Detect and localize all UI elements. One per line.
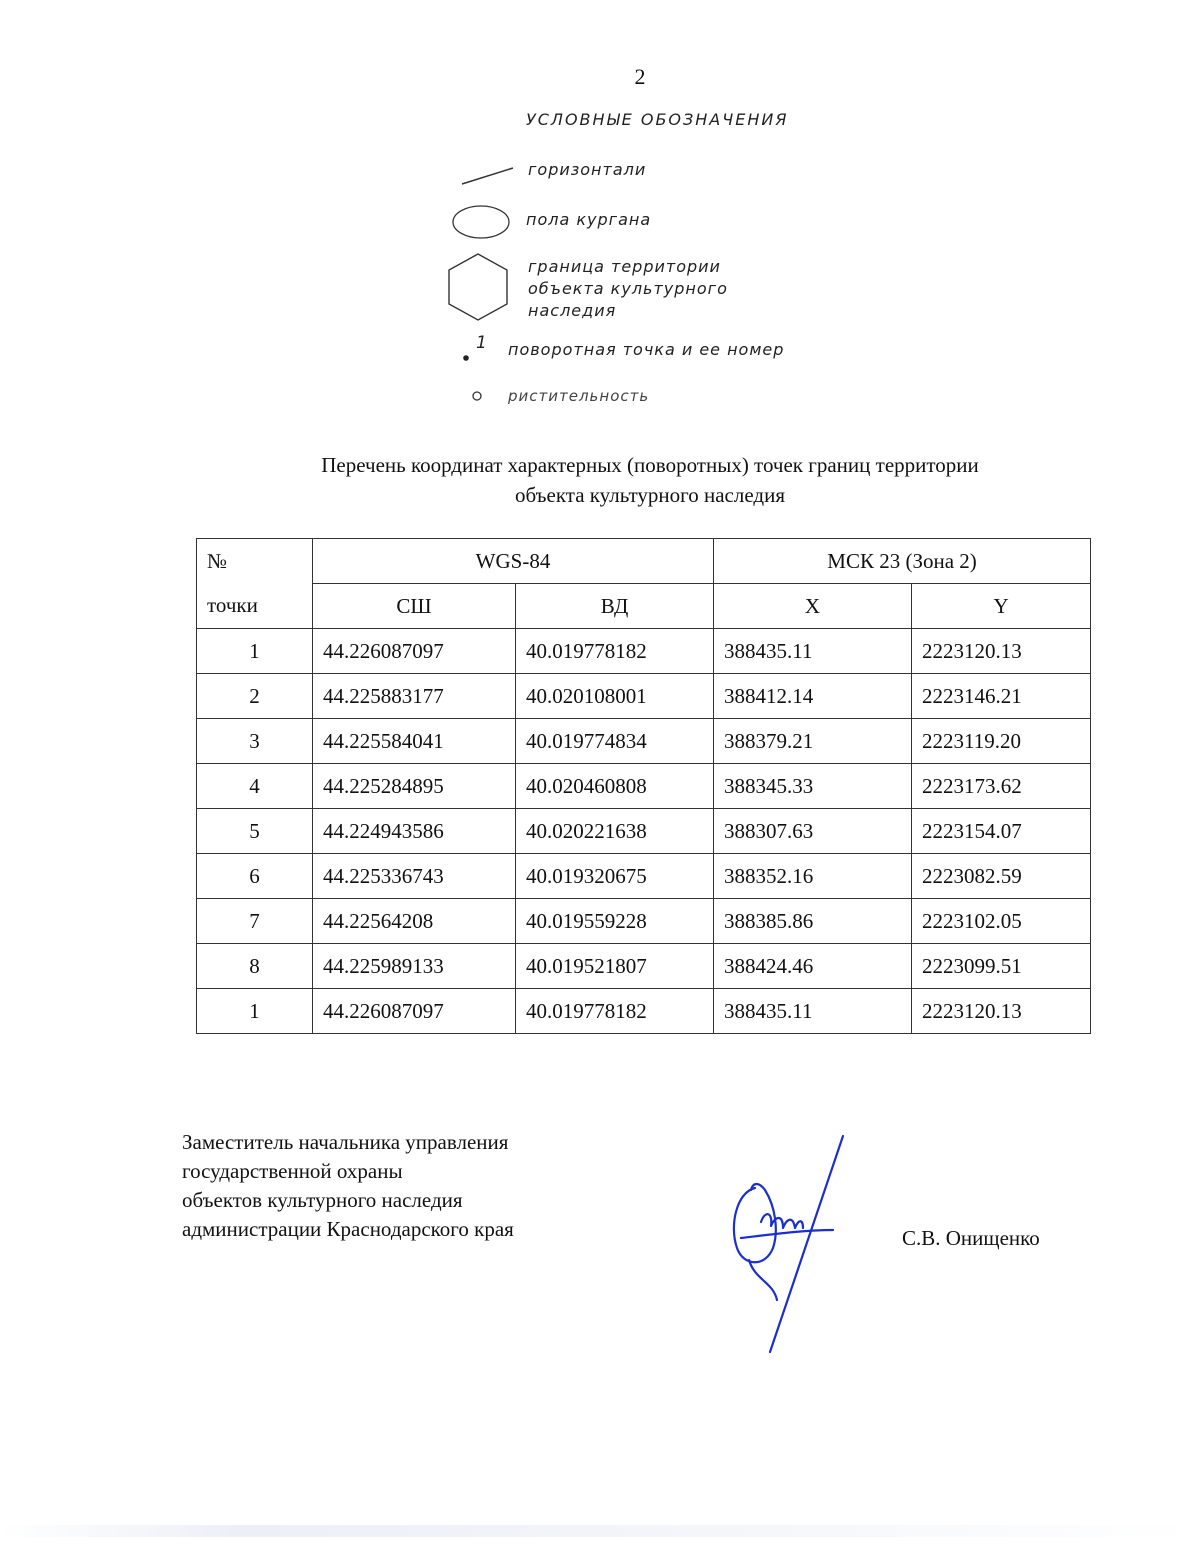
cell-longitude: 40.019778182: [516, 989, 714, 1034]
legend-label-boundary: [528, 256, 728, 322]
hexagon-icon: [443, 250, 513, 326]
cell-point-number: 2: [197, 674, 313, 719]
cell-point-number: 3: [197, 719, 313, 764]
cell-x: 388412.14: [714, 674, 912, 719]
table-row: [197, 629, 1091, 674]
signatory-position-line-3: объектов культурного наследия: [182, 1188, 463, 1212]
cell-latitude: 44.226087097: [313, 629, 516, 674]
scan-artifact: [0, 1525, 1200, 1537]
table-row: [197, 764, 1091, 809]
legend-label-mound: пола кургана: [526, 210, 652, 229]
header-y: Y: [912, 584, 1091, 629]
header-number-line-1: №: [197, 539, 313, 584]
cell-latitude: 44.225584041: [313, 719, 516, 764]
signatory-position-line-4: администрации Краснодарского края: [182, 1217, 514, 1241]
table-row: [197, 719, 1091, 764]
cell-longitude: 40.019774834: [516, 719, 714, 764]
legend-point-number: 1: [476, 333, 488, 353]
cell-x: 388435.11: [714, 989, 912, 1034]
cell-latitude: 44.22564208: [313, 899, 516, 944]
cell-longitude: 40.020221638: [516, 809, 714, 854]
legend-boundary-line-1: граница территории: [528, 257, 721, 276]
cell-y: 2223119.20: [912, 719, 1091, 764]
cell-y: 2223154.07: [912, 809, 1091, 854]
header-latitude: СШ: [313, 584, 516, 629]
cell-x: 388345.33: [714, 764, 912, 809]
coordinates-table: [196, 538, 1091, 1034]
ellipse-icon: [450, 202, 512, 242]
cell-x: 388435.11: [714, 629, 912, 674]
cell-point-number: 4: [197, 764, 313, 809]
table-header-row-2: [197, 584, 1091, 629]
header-number-line-2: точки: [197, 584, 313, 629]
table-header-row-1: [197, 539, 1091, 584]
cell-latitude: 44.225336743: [313, 854, 516, 899]
cell-y: 2223099.51: [912, 944, 1091, 989]
cell-longitude: 40.019778182: [516, 629, 714, 674]
cell-latitude: 44.225989133: [313, 944, 516, 989]
cell-y: 2223120.13: [912, 629, 1091, 674]
list-title-line-1: Перечень координат характерных (поворотных) точек границ территории: [321, 453, 979, 477]
cell-y: 2223082.59: [912, 854, 1091, 899]
legend-label-contours: горизонтали: [528, 160, 647, 179]
signature-strokes: [734, 1136, 843, 1352]
cell-longitude: 40.020460808: [516, 764, 714, 809]
cell-latitude: 44.225284895: [313, 764, 516, 809]
table-row: [197, 989, 1091, 1034]
legend-label-vegetation: ристительность: [508, 387, 650, 405]
cell-x: 388424.46: [714, 944, 912, 989]
signatory-position-line-1: Заместитель начальника управления: [182, 1130, 509, 1154]
cell-point-number: 6: [197, 854, 313, 899]
cell-longitude: 40.019320675: [516, 854, 714, 899]
page-number: 2: [634, 64, 646, 89]
signatory-position: [182, 1128, 514, 1244]
table-row: [197, 899, 1091, 944]
cell-point-number: 1: [197, 989, 313, 1034]
cell-x: 388307.63: [714, 809, 912, 854]
cell-y: 2223173.62: [912, 764, 1091, 809]
cell-y: 2223146.21: [912, 674, 1091, 719]
cell-x: 388379.21: [714, 719, 912, 764]
cell-longitude: 40.019521807: [516, 944, 714, 989]
list-title-line-2: объекта культурного наследия: [515, 483, 785, 507]
list-title: [150, 450, 1150, 510]
table-row: [197, 674, 1091, 719]
turning-point-icon: [460, 352, 472, 364]
cell-longitude: 40.019559228: [516, 899, 714, 944]
signatory-name: С.В. Онищенко: [902, 1226, 1040, 1250]
cell-x: 388385.86: [714, 899, 912, 944]
header-wgs84: WGS-84: [313, 539, 714, 584]
signature: [715, 1130, 855, 1360]
circle-icon: [470, 389, 484, 403]
legend-boundary-line-3: наследия: [528, 301, 617, 320]
cell-y: 2223102.05: [912, 899, 1091, 944]
cell-latitude: 44.226087097: [313, 989, 516, 1034]
legend-boundary-line-2: объекта культурного: [528, 279, 728, 298]
cell-latitude: 44.224943586: [313, 809, 516, 854]
cell-point-number: 1: [197, 629, 313, 674]
cell-point-number: 5: [197, 809, 313, 854]
header-msk23: МСК 23 (Зона 2): [714, 539, 1091, 584]
contour-line-icon: [458, 160, 518, 190]
cell-latitude: 44.225883177: [313, 674, 516, 719]
table-row: [197, 944, 1091, 989]
cell-point-number: 8: [197, 944, 313, 989]
cell-x: 388352.16: [714, 854, 912, 899]
legend-title: УСЛОВНЫЕ ОБОЗНАЧЕНИЯ: [526, 110, 789, 129]
legend-label-turning-point: поворотная точка и ее номер: [508, 340, 785, 359]
cell-y: 2223120.13: [912, 989, 1091, 1034]
table-row: [197, 809, 1091, 854]
table-row: [197, 854, 1091, 899]
header-x: X: [714, 584, 912, 629]
signatory-position-line-2: государственной охраны: [182, 1159, 403, 1183]
header-longitude: ВД: [516, 584, 714, 629]
cell-point-number: 7: [197, 899, 313, 944]
cell-longitude: 40.020108001: [516, 674, 714, 719]
